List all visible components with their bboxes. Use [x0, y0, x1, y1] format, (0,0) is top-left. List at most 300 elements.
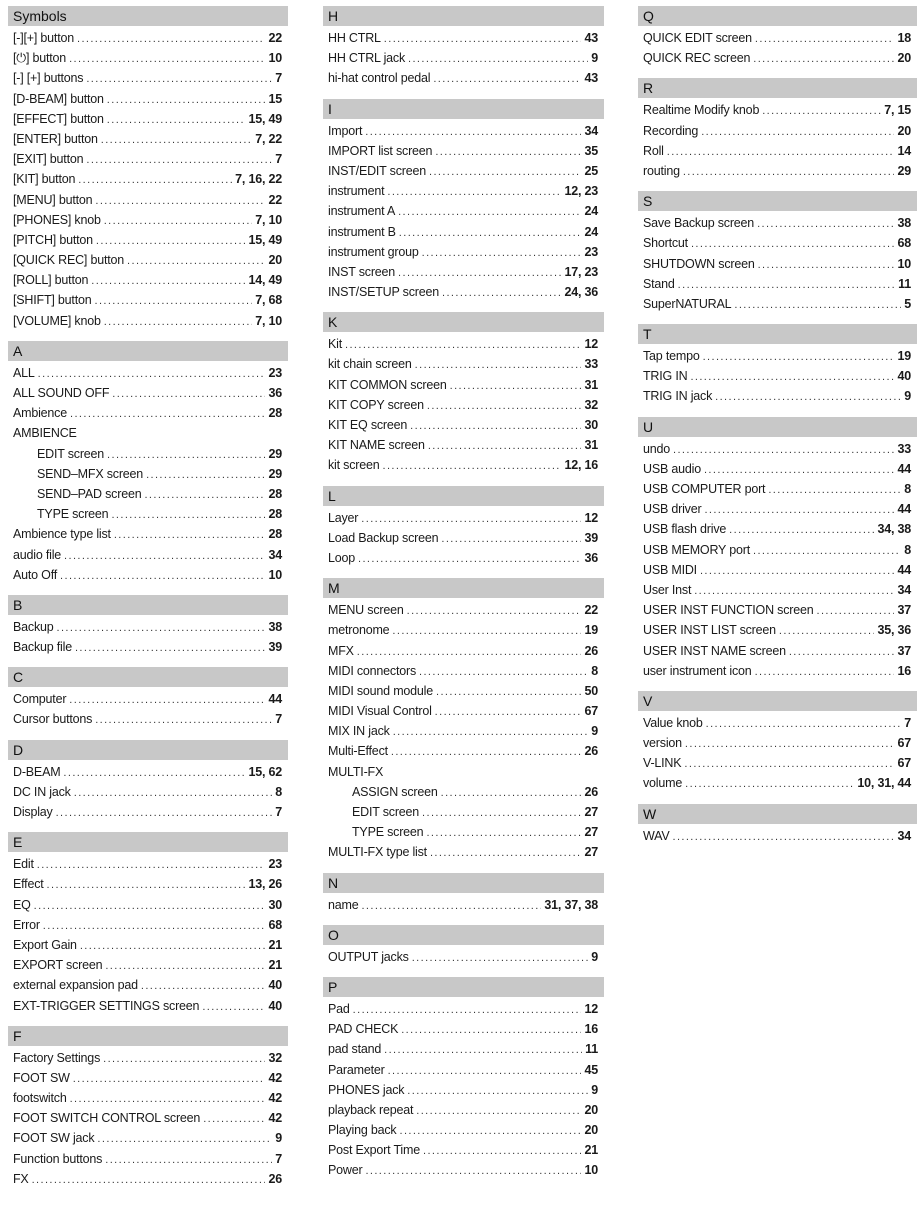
dot-leader [423, 1141, 582, 1161]
dot-leader [114, 525, 266, 545]
entry-page-numbers: 7 [275, 71, 282, 86]
entry-label: Export Gain [13, 937, 77, 952]
entry-label: instrument group [328, 244, 419, 259]
index-entry [323, 641, 604, 661]
dot-leader [353, 1000, 582, 1020]
index-entry [323, 701, 604, 721]
entry-page-numbers: 22 [584, 603, 598, 618]
dot-leader [86, 69, 272, 89]
entry-page-numbers: 12 [584, 1001, 598, 1016]
dot-leader [701, 122, 894, 142]
index-section-l [323, 486, 604, 569]
index-entry [8, 403, 288, 423]
entry-page-numbers: 44 [897, 562, 911, 577]
entry-page-numbers: 16 [897, 663, 911, 678]
dot-leader [685, 774, 854, 794]
entry-label: [-][+] button [13, 31, 74, 45]
entry-page-numbers: 7, 10 [255, 313, 282, 328]
entry-page-numbers: 28 [268, 406, 282, 421]
entry-label: KIT COMMON screen [328, 377, 447, 392]
dot-leader [419, 662, 588, 682]
dot-leader [412, 948, 589, 968]
index-entry [323, 947, 604, 967]
entry-label: MULTI-FX type list [328, 845, 427, 860]
index-entry [323, 282, 604, 302]
entry-page-numbers: 43 [584, 31, 598, 45]
index-subentry [323, 782, 604, 802]
dot-leader [422, 243, 582, 263]
entry-label: INST screen [328, 264, 396, 279]
entry-label: QUICK EDIT screen [643, 31, 752, 45]
entry-page-numbers: 10 [897, 256, 911, 271]
index-entry [8, 129, 288, 149]
entry-label: DC IN jack [13, 784, 71, 799]
dot-leader [358, 549, 581, 569]
entry-label: Load Backup screen [328, 530, 439, 545]
entry-label: [PHONES] knob [13, 212, 101, 227]
entry-page-numbers: 14 [897, 143, 911, 158]
entry-label: name [328, 897, 359, 912]
dot-leader [678, 275, 896, 295]
index-entry [638, 161, 917, 181]
entry-page-numbers: 18 [897, 31, 911, 45]
index-section-u [638, 417, 917, 681]
entry-label: EQ [13, 897, 31, 912]
entry-page-numbers: 20 [584, 1123, 598, 1138]
entry-label: volume [643, 776, 683, 791]
dot-leader [388, 1061, 582, 1081]
entry-label: FX [13, 1171, 29, 1186]
index-entry [638, 580, 917, 600]
entry-label: Roll [643, 143, 664, 158]
index-entry [323, 161, 604, 181]
entry-label: User Inst [643, 582, 692, 597]
entry-page-numbers: 7 [275, 805, 282, 819]
entry-label: SEND–PAD screen [37, 486, 142, 501]
index-entry [638, 641, 917, 661]
entry-label: Loop [328, 550, 356, 565]
entry-label: USB flash drive [643, 522, 727, 537]
dot-leader [107, 445, 265, 465]
index-entry [638, 439, 917, 459]
index-entry [8, 270, 288, 290]
dot-leader [361, 509, 581, 529]
dot-leader [384, 29, 582, 49]
entry-label: Effect [13, 877, 44, 892]
entry-label: Multi-Effect [328, 744, 388, 759]
entry-label: IMPORT list screen [328, 143, 433, 158]
entry-label: Stand [643, 276, 675, 291]
index-entry [638, 274, 917, 294]
dot-leader [408, 49, 588, 69]
entry-label: Pad [328, 1001, 350, 1016]
entry-page-numbers: 27 [584, 805, 598, 819]
index-entry [8, 250, 288, 270]
dot-leader [69, 49, 265, 69]
dot-leader [441, 529, 581, 549]
entry-page-numbers: 35 [584, 143, 598, 158]
entry-label: USER INST NAME screen [643, 643, 786, 658]
section-heading: V [638, 691, 917, 711]
index-section-m [323, 578, 604, 862]
entry-page-numbers: 32 [584, 397, 598, 412]
index-entry [638, 499, 917, 519]
index-entry [8, 1169, 288, 1189]
entry-label: PAD CHECK [328, 1022, 399, 1037]
entry-label: pad stand [328, 1042, 382, 1057]
index-entry [8, 1149, 288, 1169]
section-heading: O [323, 925, 604, 945]
index-entry [323, 1080, 604, 1100]
index-entry [323, 395, 604, 415]
entry-label: Tap tempo [643, 349, 700, 364]
index-entry [8, 996, 288, 1016]
index-entry [8, 1088, 288, 1108]
entry-label: [EXIT] button [13, 152, 84, 167]
entry-page-numbers: 37 [897, 643, 911, 658]
dot-leader [704, 460, 895, 480]
entry-page-numbers: 16 [584, 1022, 598, 1037]
entry-label: Computer [13, 692, 67, 707]
dot-leader [729, 520, 874, 540]
index-section-p [323, 977, 604, 1181]
index-entry [323, 435, 604, 455]
dot-leader [399, 223, 582, 243]
entry-label: version [643, 736, 682, 751]
dot-leader [94, 291, 252, 311]
index-entry [638, 540, 917, 560]
index-entry [323, 620, 604, 640]
entry-label: [MENU] button [13, 192, 93, 207]
dot-leader [690, 367, 894, 387]
entry-page-numbers: 19 [584, 623, 598, 638]
entry-label: footswitch [13, 1091, 67, 1106]
entry-page-numbers: 7, 68 [255, 293, 282, 308]
index-entry [8, 637, 288, 657]
index-section-t [638, 324, 917, 407]
index-entry [8, 524, 288, 544]
index-entry [638, 386, 917, 406]
dot-leader [416, 1101, 581, 1121]
entry-label: kit screen [328, 458, 380, 473]
index-entry [323, 895, 604, 915]
entry-page-numbers: 11 [898, 276, 911, 291]
entry-page-numbers: 7 [275, 152, 282, 167]
entry-page-numbers: 28 [268, 507, 282, 522]
entry-label: Backup file [13, 640, 72, 655]
index-entry [638, 254, 917, 274]
entry-label: MENU screen [328, 603, 404, 618]
index-entry [638, 733, 917, 753]
entry-page-numbers: 43 [584, 71, 598, 86]
entry-label: EDIT screen [37, 446, 105, 461]
index-entry [8, 363, 288, 383]
dot-leader [700, 561, 895, 581]
index-entry [638, 519, 917, 539]
entry-label: [VOLUME] knob [13, 313, 101, 328]
index-entry [8, 89, 288, 109]
index-entry [8, 68, 288, 88]
index-subentry [8, 484, 288, 504]
section-heading: A [8, 341, 288, 361]
entry-page-numbers: 9 [591, 1082, 598, 1097]
dot-leader [78, 170, 232, 190]
section-heading: D [8, 740, 288, 760]
entry-label: USER INST LIST screen [643, 623, 776, 638]
index-section-f [8, 1026, 288, 1189]
entry-label: KIT NAME screen [328, 438, 425, 453]
index-entry [323, 455, 604, 475]
dot-leader [755, 29, 895, 49]
index-entry [8, 915, 288, 935]
index-entry [8, 895, 288, 915]
index-entry [8, 955, 288, 975]
dot-leader [758, 255, 895, 275]
entry-label: FOOT SW jack [13, 1131, 95, 1146]
dot-leader [757, 214, 894, 234]
dot-leader [392, 621, 581, 641]
dot-leader [80, 936, 266, 956]
entry-label: AMBIENCE [13, 426, 77, 441]
entry-page-numbers: 40 [268, 978, 282, 993]
index-entry [323, 121, 604, 141]
dot-leader [104, 211, 252, 231]
index-entry [323, 1120, 604, 1140]
index-entry [8, 709, 288, 729]
index-column-3 [638, 6, 917, 856]
dot-leader [345, 335, 581, 355]
entry-page-numbers: 10 [584, 1163, 598, 1178]
entry-label: [⏻] button [13, 51, 67, 66]
dot-leader [715, 387, 901, 407]
entry-page-numbers: 7, 10 [255, 212, 282, 227]
entry-page-numbers: 7 [275, 712, 282, 727]
entry-page-numbers: 34 [268, 547, 282, 562]
entry-label: Kit [328, 337, 342, 352]
index-entry [8, 617, 288, 637]
section-heading: R [638, 78, 917, 98]
dot-leader [64, 546, 265, 566]
entry-label: USB driver [643, 502, 702, 517]
dot-leader [105, 956, 265, 976]
dot-leader [361, 896, 541, 916]
index-section-e [8, 832, 288, 1016]
index-entry [323, 842, 604, 862]
entry-label: [-] [+] buttons [13, 71, 84, 86]
index-entry [323, 415, 604, 435]
index-entry [638, 213, 917, 233]
index-entry [323, 262, 604, 282]
entry-label: MIX IN jack [328, 724, 390, 739]
entry-page-numbers: 20 [897, 123, 911, 138]
entry-page-numbers: 21 [584, 1143, 598, 1158]
index-entry [638, 141, 917, 161]
entry-page-numbers: 24 [584, 224, 598, 239]
dot-leader [441, 783, 582, 803]
index-entry [638, 100, 917, 120]
entry-label: TYPE screen [37, 507, 109, 522]
index-entry [323, 741, 604, 761]
entry-page-numbers: 67 [897, 756, 911, 771]
entry-label: OUTPUT jacks [328, 949, 409, 964]
entry-label: instrument B [328, 224, 396, 239]
entry-label: Ambience [13, 406, 67, 421]
entry-page-numbers: 9 [591, 51, 598, 66]
dot-leader [667, 142, 895, 162]
entry-label: TYPE screen [352, 825, 424, 840]
index-entry [8, 565, 288, 585]
entry-page-numbers: 10, 31, 44 [857, 776, 911, 791]
entry-page-numbers: 29 [897, 163, 911, 178]
entry-page-numbers: 26 [584, 784, 598, 799]
index-section-a [8, 341, 288, 585]
index-section-c [8, 667, 288, 729]
dot-leader [383, 456, 562, 476]
entry-label: KIT EQ screen [328, 418, 408, 432]
entry-page-numbers: 9 [275, 1131, 282, 1146]
entry-label: Auto Off [13, 567, 58, 582]
section-heading: P [323, 977, 604, 997]
dot-leader [357, 642, 582, 662]
entry-label: EDIT screen [352, 805, 420, 819]
dot-leader [685, 734, 895, 754]
index-entry [323, 999, 604, 1019]
entry-label: undo [643, 441, 671, 456]
entry-page-numbers: 34 [897, 582, 911, 597]
entry-label: PHONES jack [328, 1082, 405, 1097]
index-entry [323, 762, 604, 782]
entry-label: kit chain screen [328, 357, 412, 372]
index-entry [323, 528, 604, 548]
index-entry [323, 508, 604, 528]
dot-leader [69, 690, 265, 710]
entry-label: MIDI sound module [328, 683, 433, 698]
index-section-w [638, 804, 917, 846]
entry-page-numbers: 67 [897, 736, 911, 751]
dot-leader [202, 997, 265, 1017]
entry-label: SuperNATURAL [643, 296, 732, 311]
index-entry [8, 762, 288, 782]
index-entry [8, 782, 288, 802]
entry-page-numbers: 19 [897, 349, 911, 364]
entry-page-numbers: 25 [584, 163, 598, 178]
index-entry [8, 935, 288, 955]
entry-page-numbers: 29 [268, 466, 282, 481]
entry-label: TRIG IN jack [643, 389, 713, 404]
dot-leader [407, 1081, 588, 1101]
entry-label: Backup [13, 619, 54, 634]
index-entry [638, 294, 917, 314]
dot-leader [127, 251, 265, 271]
index-entry [323, 1019, 604, 1039]
entry-label: EXT-TRIGGER SETTINGS screen [13, 998, 200, 1013]
entry-page-numbers: 34, 38 [877, 522, 911, 537]
index-entry [323, 242, 604, 262]
entry-page-numbers: 23 [584, 244, 598, 259]
dot-leader [146, 465, 265, 485]
index-entry [638, 366, 917, 386]
entry-page-numbers: 67 [584, 704, 598, 719]
entry-label: [SHIFT] button [13, 293, 92, 308]
dot-leader [691, 234, 895, 254]
entry-page-numbers: 30 [584, 418, 598, 432]
index-entry [323, 201, 604, 221]
entry-label: USB MEMORY port [643, 542, 750, 557]
entry-label: instrument A [328, 204, 396, 219]
section-heading: U [638, 417, 917, 437]
dot-leader [393, 722, 589, 742]
index-subentry [8, 444, 288, 464]
dot-leader [427, 396, 582, 416]
entry-page-numbers: 12 [584, 337, 598, 352]
index-entry [638, 826, 917, 846]
dot-leader [365, 1161, 581, 1181]
index-entry [323, 721, 604, 741]
entry-page-numbers: 7, 15 [884, 103, 911, 118]
entry-page-numbers: 13, 26 [248, 877, 282, 892]
index-entry [323, 1060, 604, 1080]
index-section-r [638, 78, 917, 181]
entry-page-numbers: 27 [584, 825, 598, 840]
entry-page-numbers: 12 [584, 510, 598, 525]
entry-label: [ROLL] button [13, 273, 89, 288]
entry-label: Post Export Time [328, 1143, 420, 1158]
entry-label: [D-BEAM] button [13, 91, 104, 106]
dot-leader [107, 110, 246, 130]
entry-page-numbers: 31 [584, 377, 598, 392]
entry-page-numbers: 27 [584, 845, 598, 860]
index-column-1 [8, 6, 288, 1199]
dot-leader [391, 742, 582, 762]
section-heading: F [8, 1026, 288, 1046]
entry-label: routing [643, 163, 680, 178]
entry-label: Value knob [643, 715, 703, 730]
index-entry [638, 233, 917, 253]
index-entry [8, 689, 288, 709]
entry-label: Error [13, 917, 40, 932]
dot-leader [428, 436, 582, 456]
index-entry [323, 354, 604, 374]
entry-label: USB COMPUTER port [643, 482, 766, 496]
index-entry [638, 28, 917, 48]
entry-page-numbers: 36 [268, 386, 282, 400]
index-entry [323, 181, 604, 201]
index-entry [8, 975, 288, 995]
index-entry [8, 230, 288, 250]
index-entry [8, 802, 288, 822]
entry-label: Edit [13, 857, 34, 872]
entry-page-numbers: 7 [275, 1151, 282, 1166]
entry-label: Parameter [328, 1062, 385, 1077]
section-heading: M [323, 578, 604, 598]
entry-page-numbers: 15, 49 [248, 111, 282, 126]
dot-leader [694, 581, 894, 601]
entry-page-numbers: 34 [584, 123, 598, 138]
entry-page-numbers: 24 [584, 204, 598, 219]
dot-leader [753, 541, 901, 561]
dot-leader [410, 416, 581, 436]
dot-leader [779, 621, 875, 641]
index-section-v [638, 691, 917, 794]
entry-page-numbers: 44 [897, 502, 911, 517]
entry-label: HH CTRL jack [328, 51, 406, 66]
entry-label: MIDI connectors [328, 663, 417, 678]
entry-page-numbers: 40 [897, 369, 911, 384]
entry-page-numbers: 8 [591, 663, 598, 678]
index-section-o [323, 925, 604, 967]
index-entry [638, 773, 917, 793]
section-heading: T [638, 324, 917, 344]
